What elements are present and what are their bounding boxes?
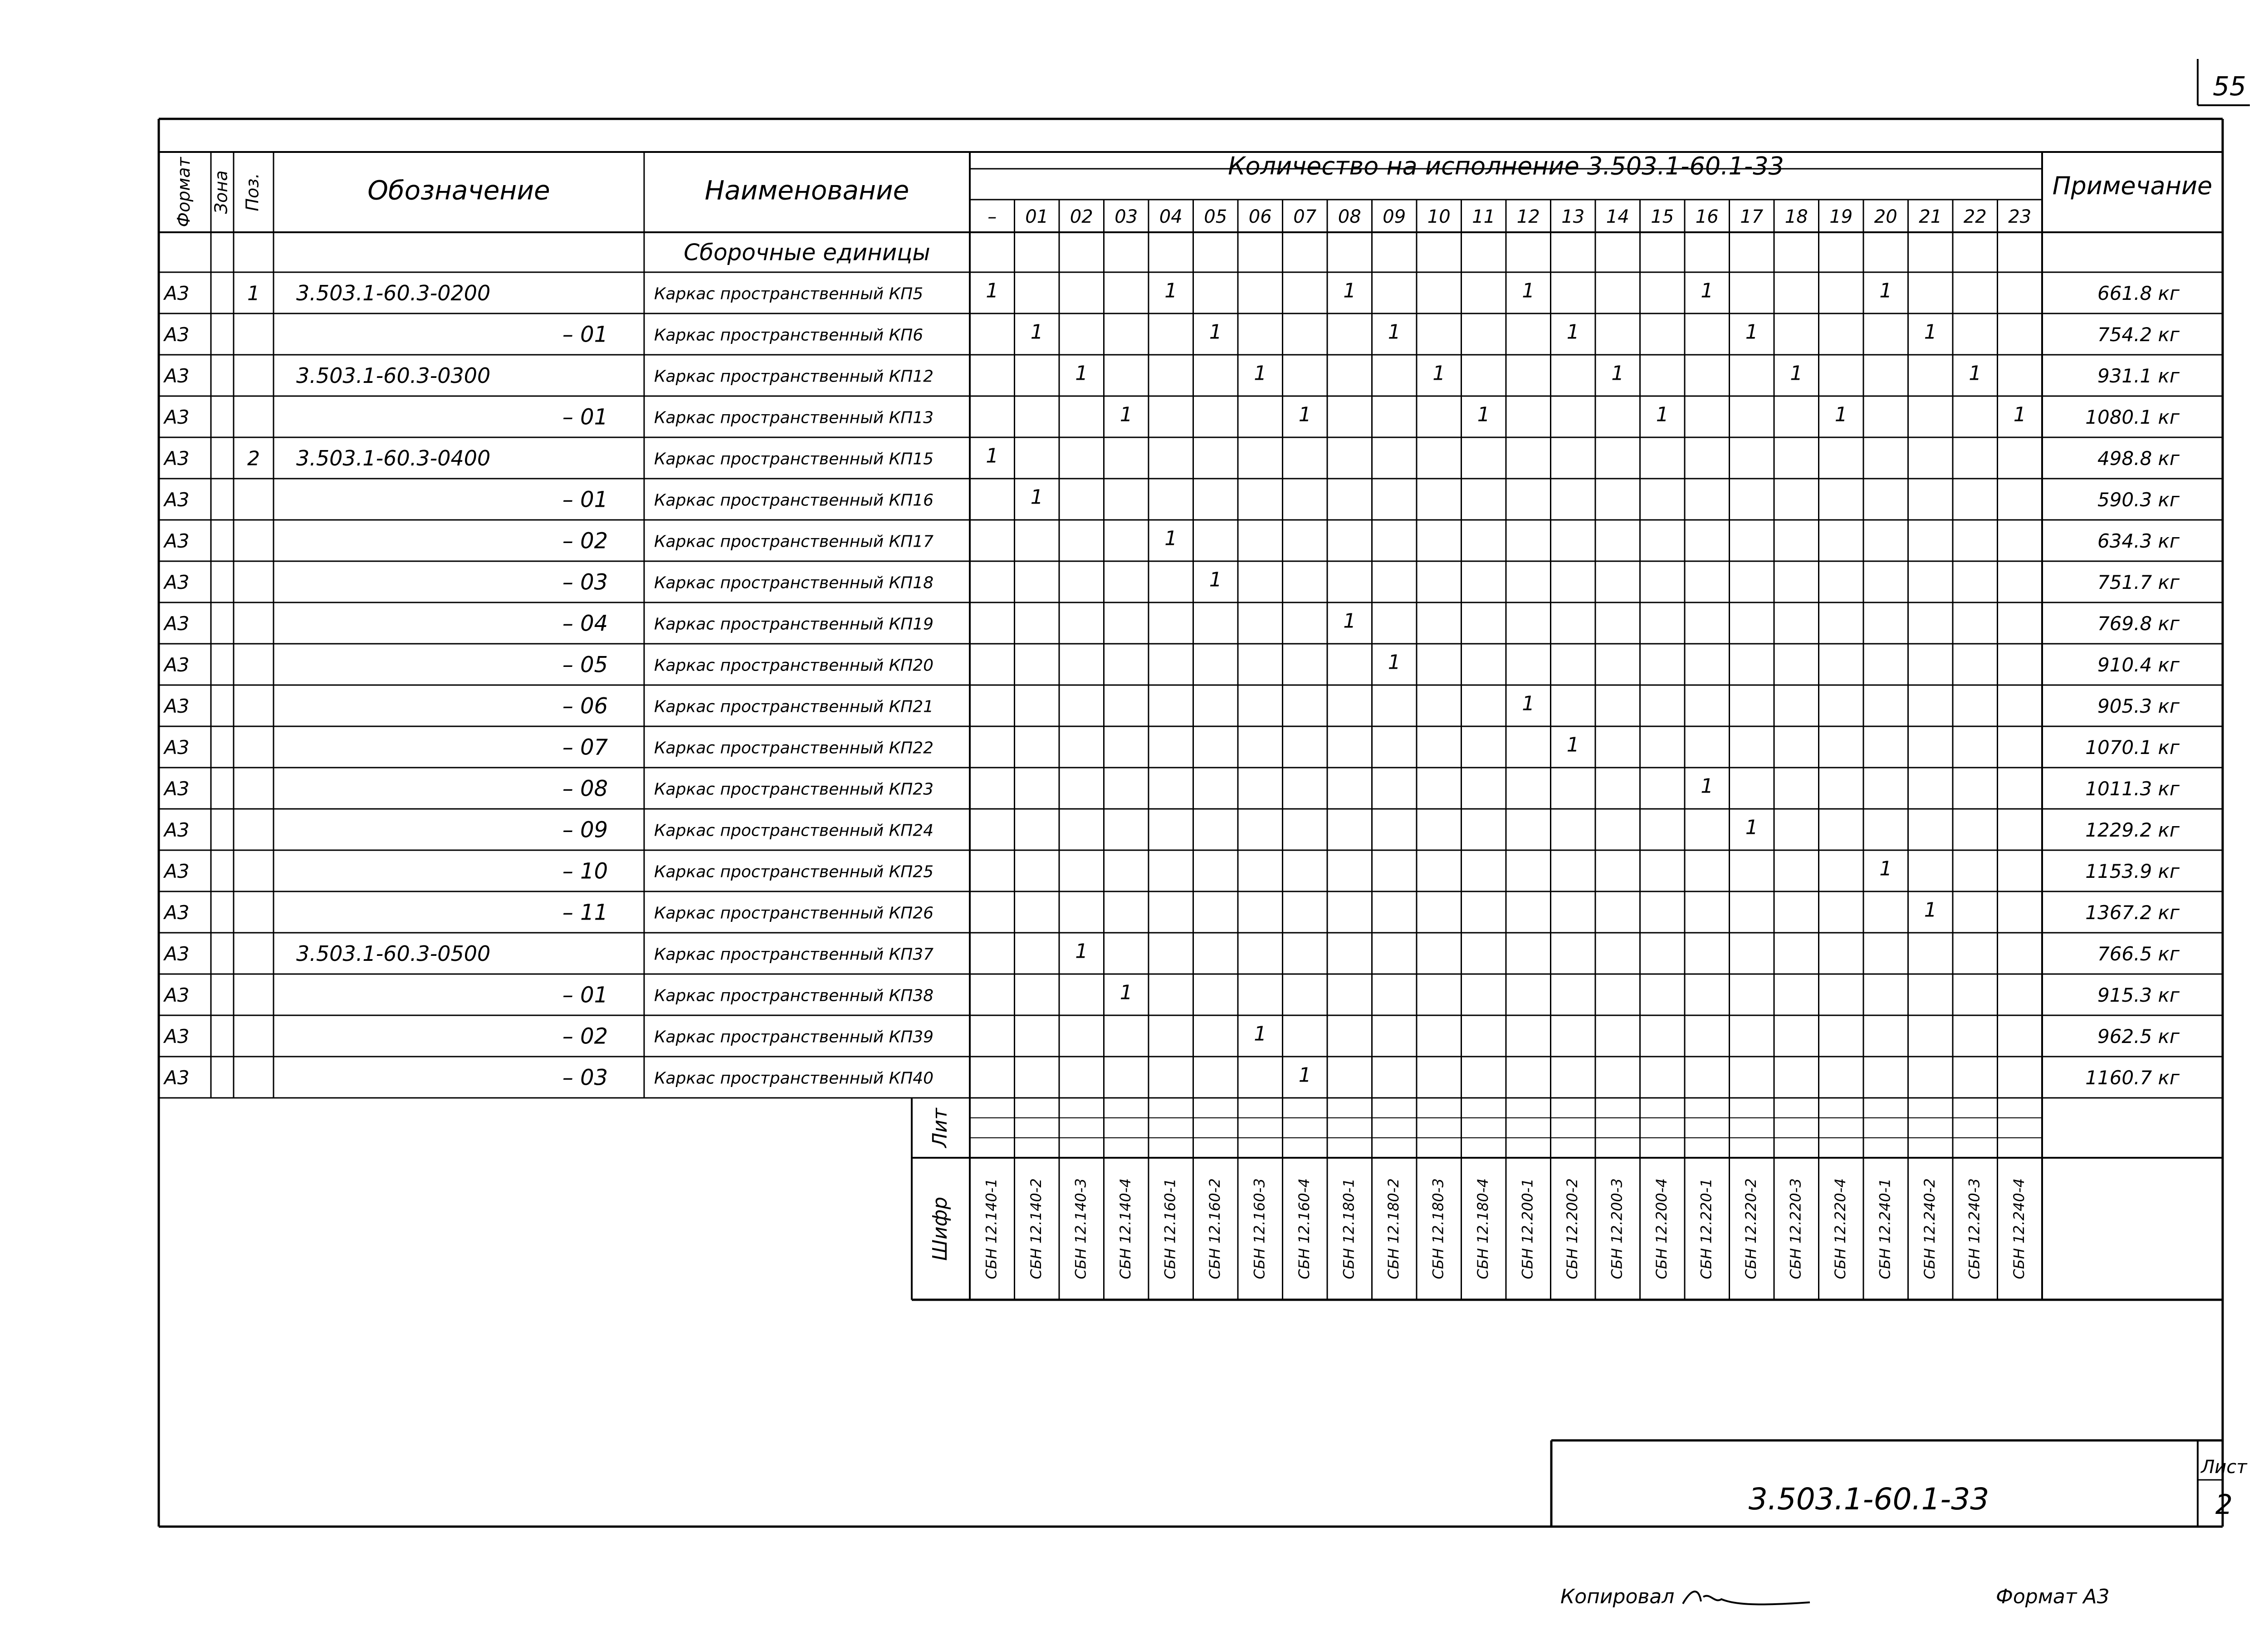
row-note: 1160.7 кг [2085, 1067, 2180, 1089]
qty-mark: 1 [1656, 403, 1669, 426]
page-number: 55 [2213, 71, 2246, 102]
qty-mark: 1 [1834, 403, 1848, 426]
row-designation: 3.503.1-60.3-0400 [296, 446, 491, 470]
cipher-value: СБН 12.160-1 [1161, 1178, 1179, 1279]
row-note: 1229.2 кг [2085, 819, 2180, 841]
qty-col-header: 12 [1516, 206, 1540, 227]
cipher-value: СБН 12.200-4 [1652, 1178, 1670, 1279]
qty-mark: 1 [1388, 320, 1401, 344]
row-designation: – 02 [562, 528, 608, 554]
qty-col-header: 18 [1784, 206, 1808, 227]
row-name: Каркас пространственный КП12 [654, 367, 934, 386]
row-format: А3 [164, 901, 190, 924]
qty-mark: 1 [1522, 692, 1535, 715]
row-format: А3 [164, 654, 190, 676]
name-header: Наименование [704, 175, 909, 206]
qty-mark: 1 [1924, 898, 1937, 922]
row-format: А3 [164, 860, 190, 882]
row-note: 754.2 кг [2097, 323, 2180, 346]
designation-header: Обозначение [367, 175, 550, 206]
qty-mark: 1 [1879, 857, 1892, 881]
qty-col-header: 02 [1070, 206, 1093, 227]
table-text [163, 152, 2212, 1279]
lit-label: Лит [929, 1108, 952, 1148]
qty-mark: 1 [1566, 320, 1579, 344]
cipher-value: СБН 12.140-3 [1072, 1178, 1090, 1279]
row-designation: – 08 [562, 776, 608, 802]
row-name: Каркас пространственный КП15 [654, 450, 934, 469]
qty-mark: 1 [1969, 362, 1982, 385]
row-name: Каркас пространственный КП16 [654, 491, 934, 510]
qty-mark: 1 [1611, 362, 1624, 385]
row-designation: – 07 [562, 734, 608, 760]
row-note: 661.8 кг [2097, 282, 2180, 304]
cipher-value: СБН 12.180-2 [1384, 1178, 1402, 1279]
row-format: А3 [164, 1025, 190, 1048]
qty-header-title: Количество на исполнение 3.503.1-60.1-33 [1228, 152, 1784, 181]
cipher-label: Шифр [929, 1196, 952, 1261]
qty-mark: 1 [1209, 320, 1222, 344]
qty-mark: 1 [1745, 816, 1758, 839]
format-header: Формат [174, 157, 194, 227]
row-note: 498.8 кг [2097, 447, 2180, 470]
row-pos: 2 [247, 447, 260, 470]
row-note: 1367.2 кг [2085, 901, 2180, 924]
section-title: Сборочные единицы [684, 239, 930, 266]
qty-mark: 1 [1388, 651, 1401, 674]
row-designation: – 03 [562, 569, 608, 595]
row-name: Каркас пространственный КП5 [654, 284, 924, 304]
row-note: 910.4 кг [2097, 654, 2180, 676]
document-code: 3.503.1-60.1-33 [1748, 1482, 1989, 1517]
qty-col-header: 05 [1204, 206, 1227, 227]
row-designation: 3.503.1-60.3-0500 [296, 941, 491, 966]
row-format: А3 [164, 612, 190, 635]
row-name: Каркас пространственный КП40 [654, 1069, 934, 1088]
cipher-value: СБН 12.220-3 [1787, 1178, 1804, 1279]
row-note: 931.1 кг [2097, 365, 2180, 387]
qty-mark: 1 [1879, 279, 1892, 303]
qty-col-header: 07 [1293, 206, 1317, 227]
cipher-value: СБН 12.140-1 [982, 1178, 1000, 1279]
row-format: А3 [164, 819, 190, 841]
row-format: А3 [164, 1067, 190, 1089]
qty-col-header: 11 [1472, 206, 1496, 227]
row-name: Каркас пространственный КП6 [654, 326, 924, 345]
zone-header: Зона [211, 170, 231, 214]
row-note: 766.5 кг [2097, 943, 2180, 965]
cipher-value: СБН 12.180-1 [1340, 1178, 1358, 1279]
qty-col-header: 10 [1427, 206, 1451, 227]
qty-col-header: 09 [1383, 206, 1406, 227]
qty-mark: 1 [1075, 362, 1088, 385]
row-designation: 3.503.1-60.3-0200 [296, 281, 491, 305]
qty-mark: 1 [1745, 320, 1758, 344]
qty-col-header: 22 [1963, 206, 1987, 227]
pos-header: Поз. [242, 173, 263, 211]
cipher-value: СБН 12.220-2 [1742, 1178, 1760, 1279]
row-designation: – 09 [562, 817, 608, 843]
row-designation: – 01 [562, 322, 608, 348]
copier-signature [1678, 1579, 1814, 1615]
row-format: А3 [164, 736, 190, 759]
row-note: 1070.1 кг [2085, 736, 2180, 759]
qty-col-header: 19 [1829, 206, 1853, 227]
qty-mark: 1 [1343, 279, 1356, 303]
qty-mark: 1 [1343, 609, 1356, 633]
row-note: 915.3 кг [2097, 984, 2180, 1006]
qty-mark: 1 [1924, 320, 1937, 344]
row-format: А3 [164, 943, 190, 965]
row-name: Каркас пространственный КП39 [654, 1028, 934, 1047]
row-designation: – 06 [562, 693, 608, 719]
row-note: 1080.1 кг [2085, 406, 2180, 428]
row-note: 634.3 кг [2097, 530, 2180, 552]
row-note: 1011.3 кг [2085, 778, 2180, 800]
row-format: А3 [164, 323, 190, 346]
qty-mark: 1 [1075, 940, 1088, 963]
qty-col-header: 23 [2008, 206, 2032, 227]
table-grid [159, 59, 2250, 1527]
sheet-number: 2 [2215, 1489, 2233, 1521]
row-designation: – 01 [562, 487, 608, 513]
qty-col-header: 03 [1114, 206, 1138, 227]
qty-mark: 1 [1790, 362, 1803, 385]
row-note: 590.3 кг [2097, 489, 2180, 511]
cipher-value: СБН 12.240-1 [1876, 1178, 1894, 1279]
row-name: Каркас пространственный КП19 [654, 615, 934, 634]
cipher-value: СБН 12.160-2 [1206, 1178, 1223, 1279]
qty-mark: 1 [1030, 485, 1043, 509]
row-designation: – 11 [562, 900, 608, 925]
row-designation: – 10 [562, 858, 608, 884]
sheet-label: Лист [2201, 1457, 2247, 1478]
qty-mark: 1 [1119, 981, 1133, 1004]
row-name: Каркас пространственный КП37 [654, 945, 934, 964]
row-name: Каркас пространственный КП23 [654, 780, 934, 799]
row-note: 769.8 кг [2097, 612, 2180, 635]
row-pos: 1 [247, 282, 260, 305]
row-name: Каркас пространственный КП17 [654, 532, 934, 551]
qty-mark: 1 [2013, 403, 2026, 426]
qty-mark: 1 [1254, 1022, 1267, 1046]
row-format: А3 [164, 571, 190, 593]
cipher-value: СБН 12.240-2 [1921, 1178, 1938, 1279]
cipher-value: СБН 12.200-1 [1519, 1178, 1536, 1279]
row-name: Каркас пространственный КП22 [654, 739, 934, 758]
qty-mark: 1 [1298, 1063, 1311, 1087]
cipher-value: СБН 12.180-4 [1474, 1178, 1491, 1279]
cipher-value: СБН 12.140-2 [1027, 1178, 1045, 1279]
qty-mark: 1 [1566, 733, 1579, 757]
row-designation: 3.503.1-60.3-0300 [296, 363, 491, 388]
cipher-value: СБН 12.160-4 [1295, 1178, 1313, 1279]
row-designation: – 02 [562, 1023, 608, 1049]
copied-by-label: Копировал [1560, 1585, 1675, 1608]
cipher-value: СБН 12.240-4 [2010, 1178, 2028, 1279]
qty-mark: 1 [1701, 774, 1714, 798]
row-name: Каркас пространственный КП25 [654, 862, 934, 881]
qty-col-header: 14 [1606, 206, 1629, 227]
row-designation: – 01 [562, 404, 608, 430]
qty-col-header: 20 [1874, 206, 1897, 227]
row-note: 1153.9 кг [2085, 860, 2180, 882]
cipher-value: СБН 12.200-3 [1608, 1178, 1626, 1279]
row-designation: – 03 [562, 1065, 608, 1091]
row-format: А3 [164, 365, 190, 387]
row-designation: – 04 [562, 611, 608, 636]
qty-col-header: 04 [1159, 206, 1183, 227]
row-designation: – 05 [562, 652, 608, 678]
row-format: А3 [164, 282, 190, 304]
row-name: Каркас пространственный КП26 [654, 904, 934, 923]
row-name: Каркас пространственный КП38 [654, 986, 934, 1005]
qty-mark: 1 [1254, 362, 1267, 385]
row-format: А3 [164, 695, 190, 717]
row-format: А3 [164, 778, 190, 800]
qty-mark: 1 [1298, 403, 1311, 426]
cipher-value: СБН 12.180-3 [1429, 1178, 1447, 1279]
qty-col-header: 16 [1695, 206, 1719, 227]
cipher-value: СБН 12.140-4 [1116, 1178, 1134, 1279]
qty-col-header: 17 [1740, 206, 1764, 227]
format-note: Формат А3 [1996, 1585, 2110, 1608]
cipher-value: СБН 12.240-3 [1965, 1178, 1983, 1279]
qty-mark: 1 [1164, 527, 1178, 550]
cipher-value: СБН 12.220-4 [1831, 1178, 1849, 1279]
row-format: А3 [164, 530, 190, 552]
cipher-value: СБН 12.200-2 [1563, 1178, 1581, 1279]
qty-mark: 1 [1477, 403, 1490, 426]
qty-col-header: 21 [1919, 206, 1942, 227]
row-format: А3 [164, 984, 190, 1006]
row-format: А3 [164, 406, 190, 428]
row-format: А3 [164, 447, 190, 470]
row-name: Каркас пространственный КП21 [654, 697, 934, 716]
qty-col-header: 06 [1248, 206, 1272, 227]
cipher-value: СБН 12.160-3 [1251, 1178, 1268, 1279]
qty-mark: 1 [1432, 362, 1446, 385]
qty-col-header: 08 [1338, 206, 1361, 227]
qty-mark: 1 [1164, 279, 1178, 303]
qty-mark: 1 [1701, 279, 1714, 303]
row-note: 751.7 кг [2097, 571, 2180, 593]
row-name: Каркас пространственный КП18 [654, 573, 934, 592]
qty-mark: 1 [1119, 403, 1133, 426]
row-name: Каркас пространственный КП13 [654, 408, 934, 427]
qty-mark: 1 [1030, 320, 1043, 344]
qty-mark: 1 [1522, 279, 1535, 303]
qty-mark: 1 [986, 444, 999, 468]
cipher-value: СБН 12.220-1 [1697, 1178, 1715, 1279]
note-header: Примечание [2052, 171, 2213, 201]
qty-col-header: – [987, 206, 997, 227]
row-note: 962.5 кг [2097, 1025, 2180, 1048]
row-name: Каркас пространственный КП24 [654, 821, 934, 840]
qty-col-header: 01 [1025, 206, 1049, 227]
qty-col-header: 15 [1651, 206, 1674, 227]
row-note: 905.3 кг [2097, 695, 2180, 717]
qty-mark: 1 [986, 279, 999, 303]
qty-col-header: 13 [1561, 206, 1585, 227]
row-designation: – 01 [562, 982, 608, 1008]
qty-mark: 1 [1209, 568, 1222, 592]
row-name: Каркас пространственный КП20 [654, 656, 934, 675]
row-format: А3 [164, 489, 190, 511]
